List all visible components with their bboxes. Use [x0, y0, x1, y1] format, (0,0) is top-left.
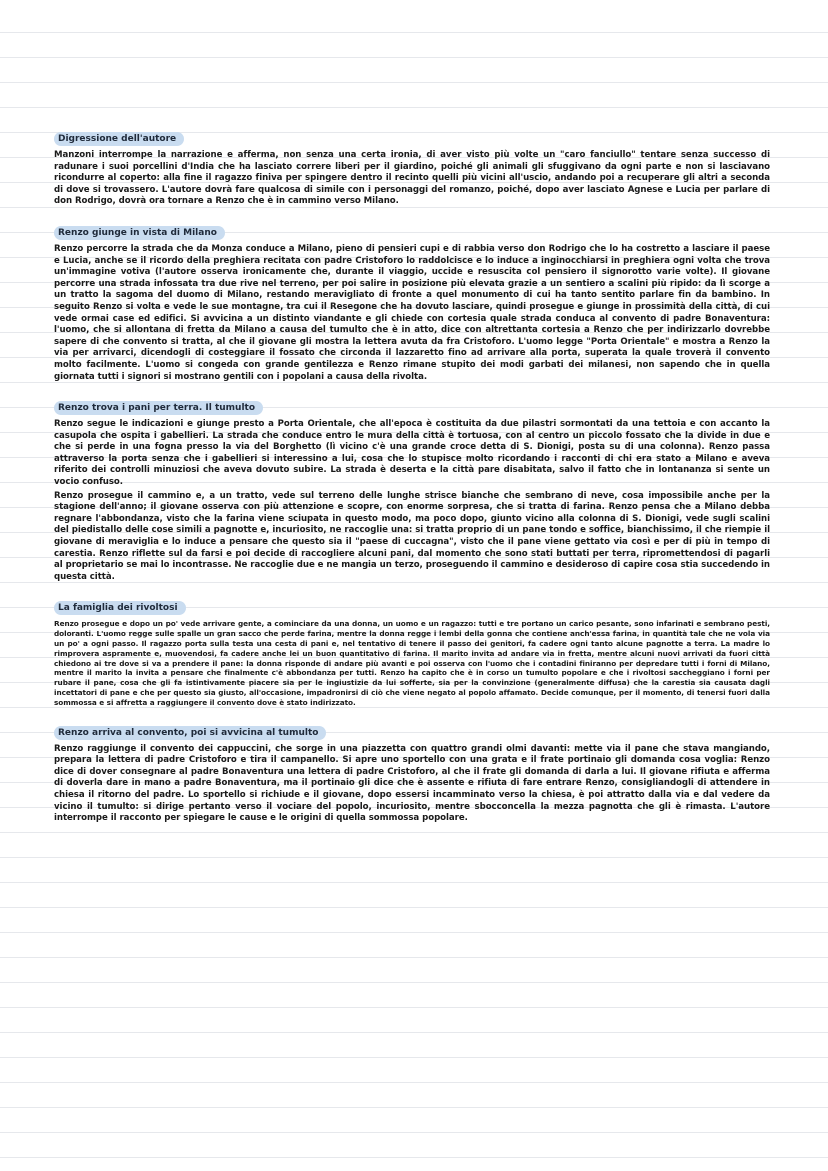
section-pani — [54, 395, 770, 583]
section-paragraph: Renzo segue le indicazioni e giunge presto a Porta Orientale, che all'epoca è costituita da due pilastri sormontati da una tettoia e con accanto la casupola che ospita i gabellieri. La strada che conduce entro le mura della città è tortuosa, con al centro un piccolo fossato che la divide in due e che si perde in una fogna presso la via del Borghetto (lì vicino c'è una grande croce detta di S. Dionigi, posta su di una colonna). Renzo passa attraverso la porta senza che i gabellieri si interessino a lui, cosa che lo stupisce molto ricordando i racconti di chi era stato a Milano e aveva riferito dei controlli minuziosi che aveva dovuto subire. La strada è deserta e la città pare disabitata, salvo il fatto che in lontananza si sente un vocio confuso. — [54, 419, 770, 488]
notes-content — [54, 126, 770, 837]
section-heading: Renzo arriva al convento, poi si avvicina al tumulto — [54, 726, 326, 740]
section-paragraph: Renzo raggiunge il convento dei cappuccini, che sorge in una piazzetta con quattro grandi olmi davanti: mette via il pane che stava mangiando, prepara la lettera di padre Cristoforo e tira il campanello. Si apre uno sportello con una grata e il frate portinaio gli domanda cosa voglia: Renzo dice di dover consegnare al padre Bonaventura una lettera di padre Cristoforo, al che il frate gli domanda di darla a lui. Il giovane rifiuta e afferma di doverla dare in mano a padre Bonaventura, ma il portinaio gli dice che è assente e rifiuta di fare entrare Renzo, consigliandogli di attendere in chiesa il ritorno del padre. Lo sportello si richiude e il giovane, dopo essersi incamminato verso la chiesa, è poi attratto dalla via e dal vedere da vicino il tumulto: si dirige pertanto verso il vociare del popolo, incuriosito, mentre sbocconcella la mezza pagnotta che gli è rimasta. L'autore interrompe il racconto per spiegare le cause e le origini di quella sommossa popolare. — [54, 743, 770, 824]
section-milano — [54, 220, 770, 383]
section-paragraph: Renzo percorre la strada che da Monza conduce a Milano, pieno di pensieri cupi e di rabbia verso don Rodrigo che lo ha costretto a lasciare il paese e Lucia, anche se il ricordo della preghiera recitata con padre Cristoforo lo raddolcisce e lo induce a inginocchiarsi in preghiera ogni volta che trova un'immagine votiva (l'autore osserva ironicamente che, durante il viaggio, uccide e resuscita col pensiero il signorotto varie volte). Il giovane percorre una strada infossata tra due rive nel terreno, per poi salire in posizione più elevata grazie a un sentiero a scalini più ripido: da lì scorge a un tratto la sagoma del duomo di Milano, restando meravigliato di fronte a quel monumento di cui ha tanto sentito parlare fin da bambino. In seguito Renzo si volta e vede le sue montagne, tra cui il Resegone che ha dovuto lasciare, quindi prosegue e giunge in prossimità della città, di cui vede ormai case ed edifici. Si avvicina a un distinto viandante e gli chiede con cortesia quale strada conduca al convento di padre Bonaventura: l'uomo, che si allontana di fretta da Milano a causa del tumulto che è in atto, dice con altrettanta cortesia a Renzo che per indirizzarlo dovrebbe sapere di che convento si tratta, al che il giovane gli mostra la lettera avuta da fra Cristoforo. L'uomo legge "Porta Orientale" e mostra a Renzo la via per arrivarci, dicendogli di costeggiare il fossato che circonda il lazzaretto fino ad arrivare alla porta, superata la quale troverà il convento molto facilmente. L'uomo si congeda con grande gentilezza e Renzo rimane stupito dei modi garbati dei milanesi, non sapendo che in quella giornata tutti i signori si mostrano gentili con i popolani a causa della rivolta. — [54, 243, 770, 382]
section-heading: Digressione dell'autore — [54, 132, 184, 146]
section-heading: Renzo giunge in vista di Milano — [54, 226, 225, 240]
section-digressione — [54, 126, 770, 208]
section-heading: La famiglia dei rivoltosi — [54, 601, 186, 615]
section-famiglia — [54, 595, 770, 707]
section-convento — [54, 720, 770, 825]
section-paragraph: Renzo prosegue e dopo un po' vede arrivare gente, a cominciare da una donna, un uomo e un ragazzo: tutti e tre portano un carico pesante, sono infarinati e sembrano pesti, doloranti. L'uomo regge sulle spalle un gran sacco che perde farina, mentre la donna regge i lembi della gonna che contiene anch'essa farina, in quantità tale che ne vola via un po' a ogni passo. Il ragazzo porta sulla testa una cesta di pani e, nel tentativo di tenere il passo dei genitori, fa cadere ogni tanto alcune pagnotte a terra. La madre lo rimprovera aspramente e, muovendosi, fa cadere anche lei un buon quantitativo di farina. Il marito invita ad andare via in fretta, mentre alcuni nuovi arrivati da fuori città chiedono ai tre dove si va a prendere il pane: la donna risponde di andare più avanti e poi osserva con l'uomo che i contadini finiranno per depredare tutti i forni di Milano, mentre il marito la invita a pensare che finalmente c'è abbondanza per tutti. Renzo ha capito che è in corso un tumulto popolare e che i rivoltosi saccheggiano i forni per rubare il pane, cosa che gli fa istintivamente piacere sia per le ingiustizie da lui sofferte, sia per la convinzione (generalmente diffusa) che la carestia sia causata dagli incettatori di pane e che per questo sia giusto, all'occasione, impadronirsi di ciò che viene negato al popolo affamato. Decide comunque, per il momento, di tenersi fuori dalla sommossa e si affretta a raggiungere il convento dove è stato indirizzato. — [54, 619, 770, 707]
section-paragraph: Renzo prosegue il cammino e, a un tratto, vede sul terreno delle lunghe strisce bianche che sembrano di neve, cosa impossibile anche per la stagione dell'anno; il giovane osserva con più attenzione e scopre, con enorme sorpresa, che si tratta di farina. Renzo pensa che a Milano debba regnare l'abbondanza, visto che la farina viene sciupata in questo modo, ma poco dopo, giunto vicino alla colonna di S. Dionigi, vede sugli scalini del piedistallo delle cose simili a pagnotte e, incuriosito, ne raccoglie una: si tratta proprio di un pane tondo e soffice, bianchissimo, il che riempie il giovane di meraviglia e lo induce a pensare che questo sia il "paese di cuccagna", visto che il pane viene gettato via così e per di più in tempo di carestia. Renzo riflette sul da farsi e poi decide di raccogliere alcuni pani, dal momento che sono stati buttati per terra, ripromettendosi di pagarli al proprietario se mai lo incontrasse. Ne raccoglie due e ne mangia un terzo, proseguendo il cammino e desideroso di capire cosa stia succedendo in questa città. — [54, 490, 770, 582]
section-heading: Renzo trova i pani per terra. Il tumulto — [54, 401, 263, 415]
section-paragraph: Manzoni interrompe la narrazione e afferma, non senza una certa ironia, di aver visto più volte un "caro fanciullo" tentare senza successo di radunare i suoi porcellini d'India che ha lasciato correre liberi per il giardino, poiché gli animali gli sfuggivano da ogni parte e non si lasciavano ricondurre al coperto: alla fine il ragazzo finiva per spingere dentro il recinto quelli più vicini all'uscio, andando poi a recuperare gli altri a seconda di dove si trovassero. L'autore dovrà fare qualcosa di simile con i personaggi del romanzo, poiché, dopo aver lasciato Agnese e Lucia per parlare di don Rodrigo, dovrà ora tornare a Renzo che è in cammino verso Milano. — [54, 150, 770, 207]
